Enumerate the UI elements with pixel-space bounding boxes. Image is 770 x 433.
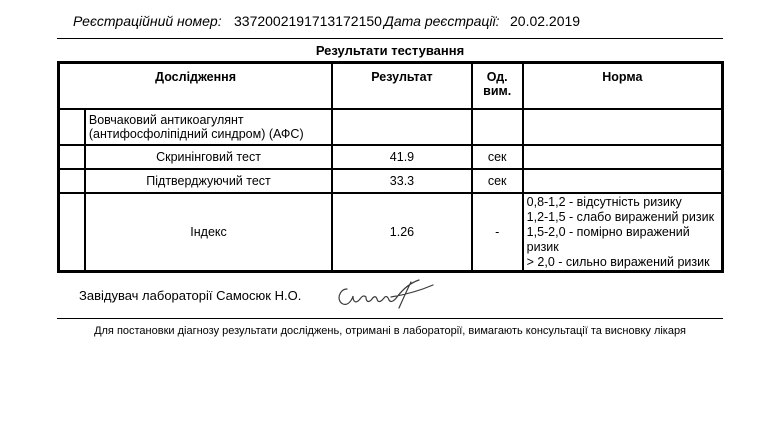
footer-divider <box>57 318 723 319</box>
row-unit: сек <box>472 145 523 169</box>
handwritten-signature <box>333 275 437 315</box>
reg-number-value: 3372002191713172150 <box>234 13 382 29</box>
row-name: Індекс <box>85 193 332 271</box>
row-name: Підтверджуючий тест <box>85 169 332 193</box>
row-norm <box>523 169 722 193</box>
row-spacer <box>59 193 85 271</box>
table-header-row <box>59 63 722 109</box>
table-row <box>59 193 722 271</box>
head-of-lab-signature-line: Завідувач лабораторії Самосюк Н.О. <box>79 288 302 303</box>
header-study: Дослідження <box>59 63 332 109</box>
group-title <box>85 109 332 145</box>
row-result: 1.26 <box>332 193 472 271</box>
section-title: Результати тестування <box>315 43 465 58</box>
table-row <box>59 145 722 169</box>
group-title-line2: (антифосфоліпідний синдром) (АФС) <box>88 127 304 141</box>
disclaimer-note: Для постановки діагнозу результати досліджень, отримані в лабораторії, вимагають консультації та висновку лікаря <box>94 325 686 337</box>
header-unit <box>472 63 523 109</box>
reg-number-label: Реєстраційний номер: <box>73 13 222 29</box>
results-table <box>57 61 724 273</box>
row-result: 33.3 <box>332 169 472 193</box>
reg-date-value: 20.02.2019 <box>510 13 581 29</box>
norm-line: 1,2-1,5 - слабо виражений ризик <box>526 209 715 224</box>
group-unit-cell <box>472 109 523 145</box>
norm-line: 1,5-2,0 - помірно виражений <box>526 224 690 239</box>
header-unit-line1: Од. <box>486 70 508 84</box>
row-norm <box>523 193 722 271</box>
header-norm: Норма <box>523 63 722 109</box>
group-norm-cell <box>523 109 722 145</box>
row-spacer <box>59 145 85 169</box>
row-spacer <box>59 169 85 193</box>
row-unit: - <box>472 193 523 271</box>
row-norm <box>523 145 722 169</box>
norm-line: > 2,0 - сильно виражений ризик <box>526 254 710 269</box>
header-divider <box>57 38 723 39</box>
row-unit: сек <box>472 169 523 193</box>
reg-date-label: Дата реєстрації: <box>384 13 500 29</box>
row-spacer <box>59 109 85 145</box>
table-row <box>59 169 722 193</box>
group-result-cell <box>332 109 472 145</box>
group-title-line1: Вовчаковий антикоагулянт <box>88 113 244 127</box>
row-result: 41.9 <box>332 145 472 169</box>
header-unit-line2: вим. <box>483 84 512 98</box>
norm-line: ризик <box>526 239 559 254</box>
row-name: Скринінговий тест <box>85 145 332 169</box>
norm-line: 0,8-1,2 - відсутність ризику <box>526 194 682 209</box>
table-group-row <box>59 109 722 145</box>
header-result: Результат <box>332 63 472 109</box>
